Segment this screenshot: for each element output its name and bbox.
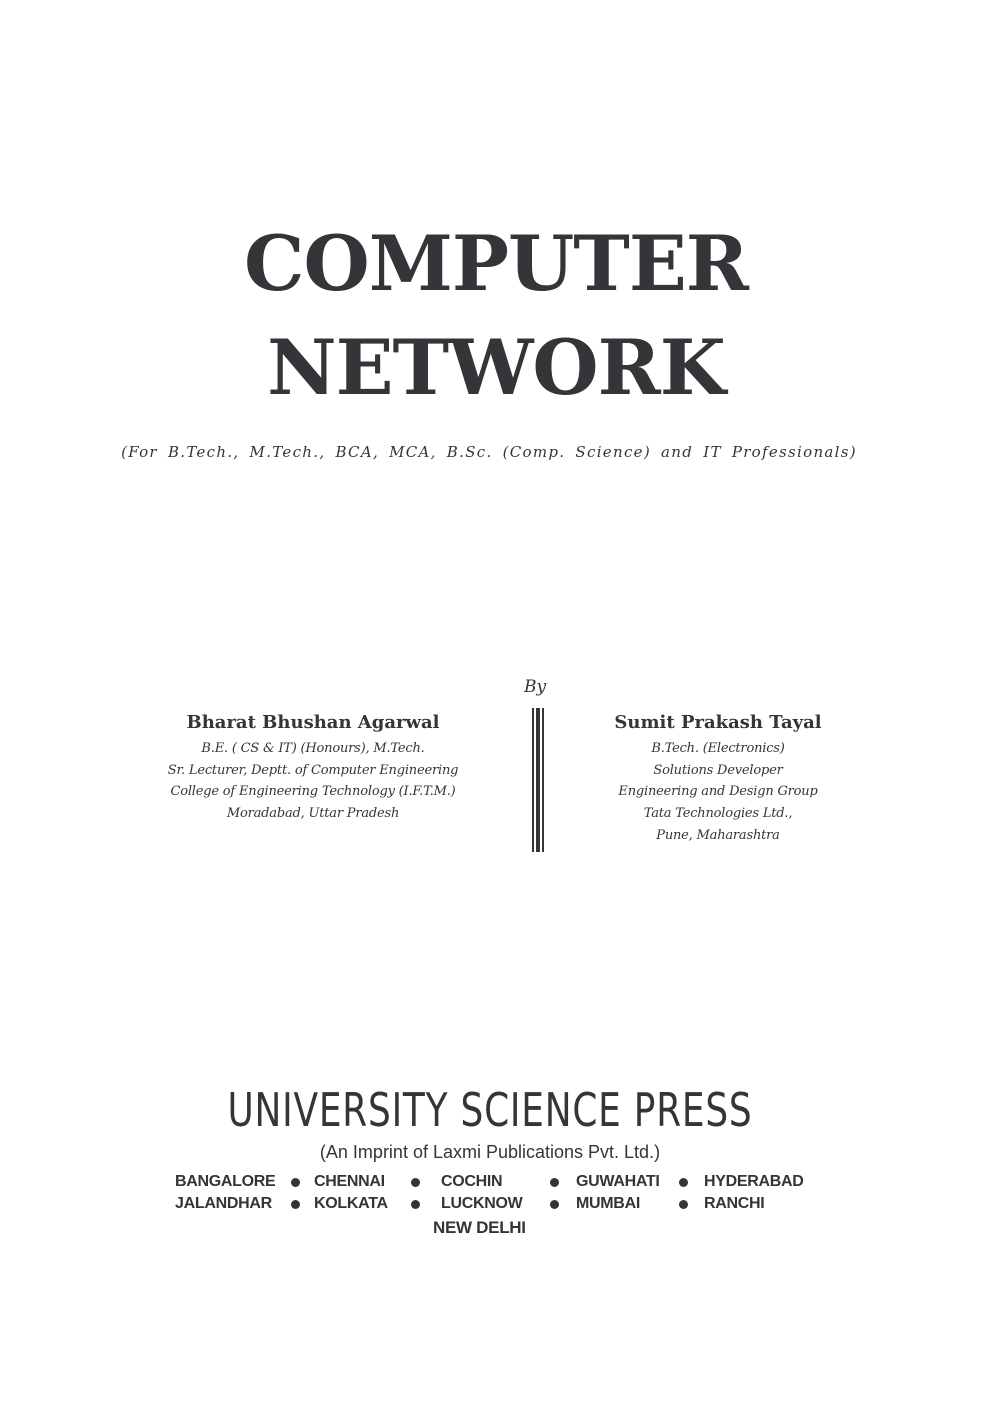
book-title-line-2: NETWORK xyxy=(267,323,725,412)
divider-bar xyxy=(536,708,540,852)
author-detail: College of Engineering Technology (I.F.T.M.) xyxy=(170,784,456,800)
city-name: CHENNAI xyxy=(314,1173,385,1190)
bullet-icon xyxy=(679,1200,688,1209)
bullet-icon xyxy=(411,1200,420,1209)
author-detail: Pune, Maharashtra xyxy=(656,827,780,843)
by-label: By xyxy=(524,677,547,697)
author-detail: B.Tech. (Electronics) xyxy=(651,741,785,756)
city-name: KOLKATA xyxy=(314,1195,388,1212)
author-block-1 xyxy=(150,712,476,825)
city-name: MUMBAI xyxy=(576,1195,640,1212)
city-name: HYDERABAD xyxy=(704,1173,804,1190)
author-detail: Sr. Lecturer, Deptt. of Computer Engineering xyxy=(167,762,459,778)
city-name: GUWAHATI xyxy=(576,1173,660,1190)
author-detail: Solutions Developer xyxy=(653,762,783,778)
bullet-icon xyxy=(291,1178,300,1187)
city-name: RANCHI xyxy=(704,1195,765,1212)
bullet-icon xyxy=(550,1178,559,1187)
bullet-icon xyxy=(291,1200,300,1209)
city-name: JALANDHAR xyxy=(175,1195,272,1212)
publisher-name: UNIVERSITY SCIENCE PRESS xyxy=(227,1083,753,1137)
author-detail: Tata Technologies Ltd., xyxy=(643,806,793,822)
city-name: BANGALORE xyxy=(175,1173,276,1190)
author-divider xyxy=(532,708,544,852)
book-subtitle: (For B.Tech., M.Tech., BCA, MCA, B.Sc. (Comp. Science) and IT Professionals) xyxy=(121,443,857,461)
city-name: COCHIN xyxy=(441,1173,503,1190)
city-name: LUCKNOW xyxy=(441,1195,523,1212)
author-block-2 xyxy=(580,712,856,847)
divider-bar xyxy=(532,708,534,852)
bullet-icon xyxy=(679,1178,688,1187)
book-title-line-1: COMPUTER xyxy=(244,219,748,308)
city-name-headquarters: NEW DELHI xyxy=(433,1218,526,1237)
bullet-icon xyxy=(550,1200,559,1209)
author-detail: Engineering and Design Group xyxy=(618,784,818,800)
publisher-imprint: (An Imprint of Laxmi Publications Pvt. Ltd.) xyxy=(319,1142,661,1162)
author-name: Bharat Bhushan Agarwal xyxy=(186,712,440,733)
divider-bar xyxy=(542,708,544,852)
author-detail: B.E. ( CS & IT) (Honours), M.Tech. xyxy=(201,741,425,756)
author-name: Sumit Prakash Tayal xyxy=(614,712,822,733)
bullet-icon xyxy=(411,1178,420,1187)
author-detail: Moradabad, Uttar Pradesh xyxy=(226,806,400,822)
